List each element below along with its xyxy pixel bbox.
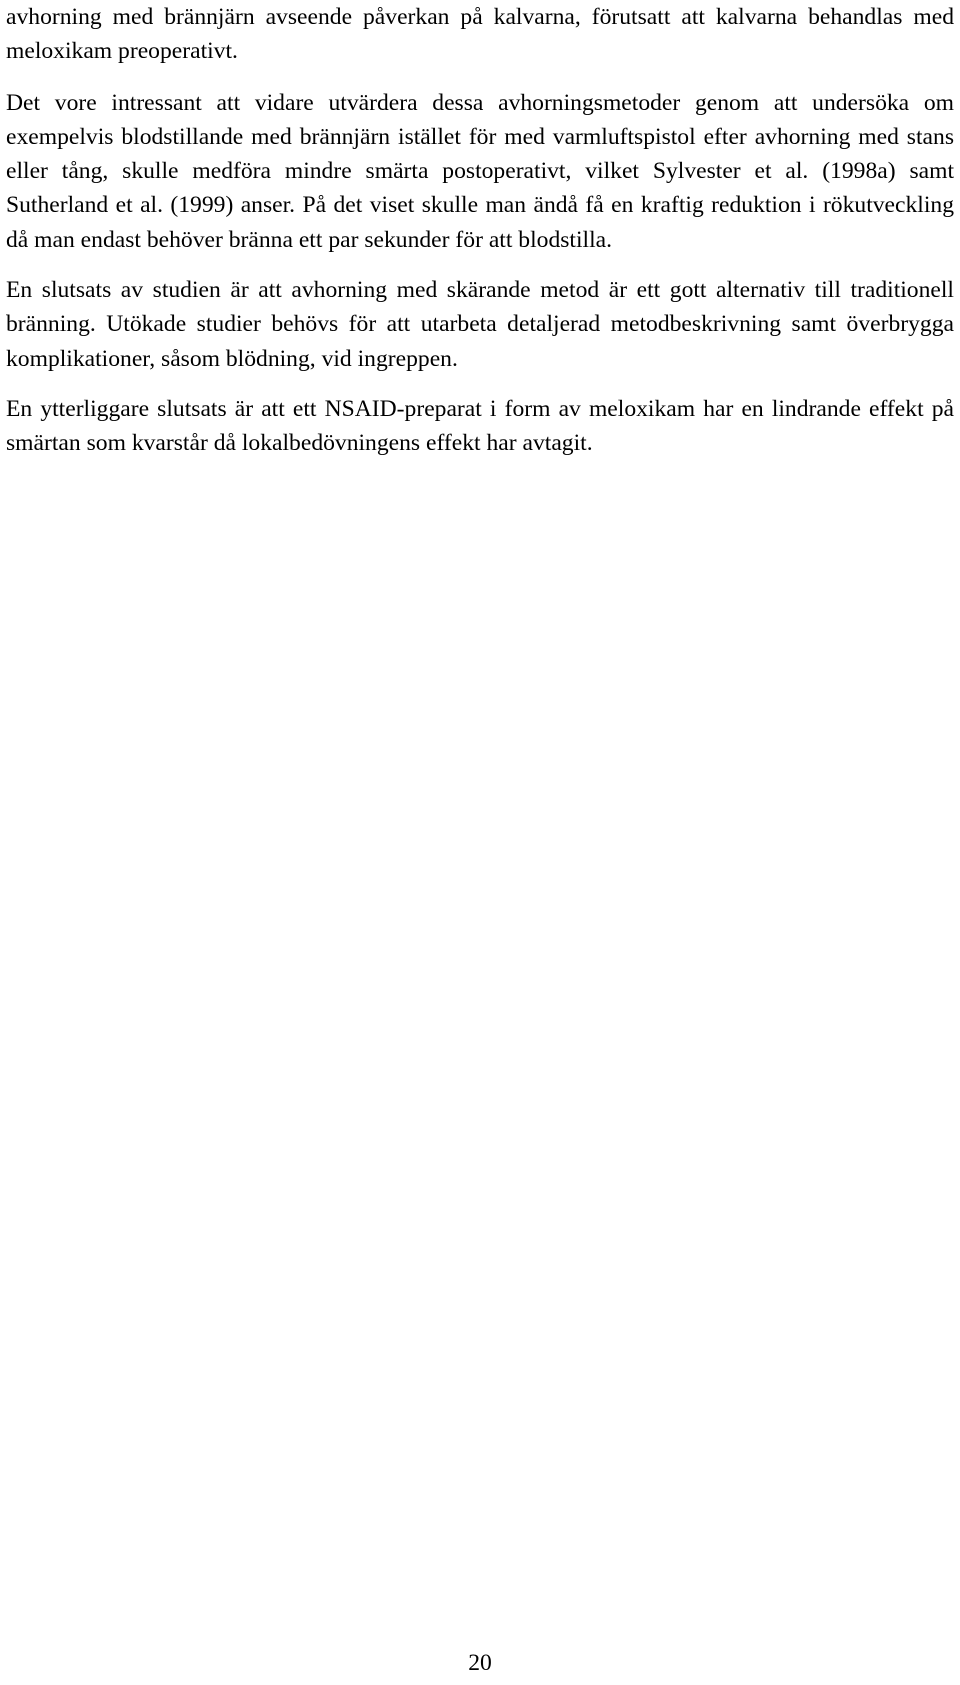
page-number: 20: [468, 1650, 492, 1676]
paragraph-further-evaluation: Det vore intressant att vidare utvärdera dessa avhorningsmetoder genom att undersöka om exempelvis blodstillande med brännjärn istället för med varmluftspistol efter avhorning med stans eller tång, skulle medföra mindre smärta postoperativt, vilket Sylvester et al. (1998a) samt Sutherland et al. (1999) anser. På det viset skulle man ändå få en kraftig reduktion i rökutveckling då man endast behöver bränna ett par sekunder för att blodstilla.: [6, 89, 954, 253]
document-page: [6, 0, 954, 461]
paragraph-continuation: avhorning med brännjärn avseende påverkan på kalvarna, förutsatt att kalvarna behandlas med meloxikam preoperativt.: [6, 4, 954, 65]
paragraph-conclusion-cutting-method: En slutsats av studien är att avhorning med skärande metod är ett gott alternativ till traditionell bränning. Utökade studier behövs för att utarbeta detaljerad metodbeskrivning samt överbrygga komplikationer, såsom blödning, vid ingreppen.: [6, 277, 954, 372]
paragraph-conclusion-nsaid: En ytterliggare slutsats är att ett NSAID-preparat i form av meloxikam har en lindrande effekt på smärtan som kvarstår då lokalbedövningens effekt har avtagit.: [6, 395, 954, 457]
